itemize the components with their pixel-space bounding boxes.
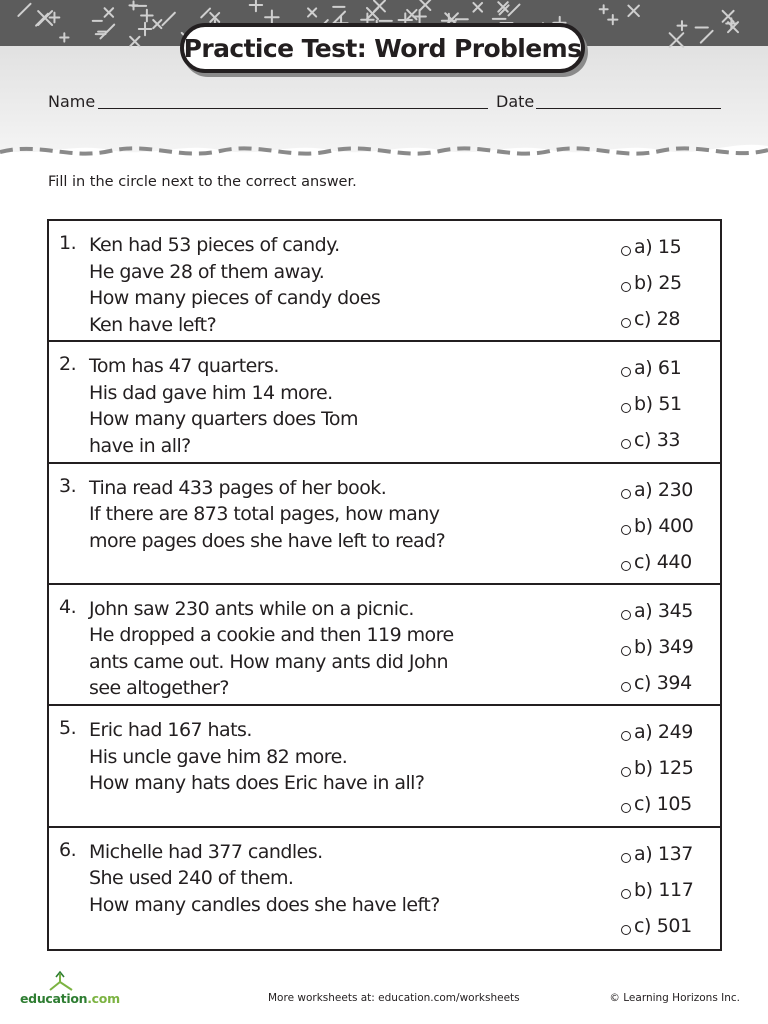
- answer-label: c) 105: [634, 793, 692, 816]
- question-line: His uncle gave him 82 more.: [89, 745, 348, 768]
- answer-bubble[interactable]: [621, 682, 631, 692]
- answer-bubble[interactable]: [621, 561, 631, 571]
- answer-label: c) 440: [634, 550, 692, 573]
- answer-label: c) 501: [634, 914, 692, 937]
- answer-label: b) 400: [634, 514, 694, 537]
- question-text: [89, 475, 445, 555]
- question-number: 5.: [59, 717, 77, 740]
- name-field[interactable]: [98, 108, 488, 109]
- question-text: [89, 232, 380, 338]
- answer-label: c) 33: [634, 429, 681, 452]
- date-label: Date: [496, 92, 535, 111]
- answer-bubble[interactable]: [621, 318, 631, 328]
- answer-bubble[interactable]: [621, 767, 631, 777]
- answer-bubble[interactable]: [621, 853, 631, 863]
- logo-text-main: education: [20, 991, 88, 1006]
- footer-more-worksheets: More worksheets at: education.com/worksheets: [268, 992, 520, 1004]
- instructions: Fill in the circle next to the correct answer.: [48, 174, 357, 190]
- footer-copyright: © Learning Horizons Inc.: [609, 992, 740, 1004]
- answer-label: a) 249: [634, 721, 693, 744]
- answer-option[interactable]: [621, 665, 693, 701]
- answer-label: a) 230: [634, 478, 693, 501]
- question-line: He gave 28 of them away.: [89, 260, 325, 283]
- answer-option[interactable]: [621, 836, 693, 872]
- answer-choices: [621, 472, 693, 580]
- answer-label: b) 25: [634, 272, 682, 294]
- question-line: How many quarters does Tom: [89, 408, 358, 431]
- answer-option[interactable]: [621, 229, 682, 265]
- question-row: [49, 585, 720, 706]
- question-line: Tom has 47 quarters.: [89, 355, 279, 378]
- answer-label: b) 125: [634, 757, 694, 780]
- answer-choices: [621, 350, 682, 458]
- answer-option[interactable]: [621, 593, 693, 629]
- answer-option[interactable]: [621, 872, 693, 908]
- question-number: 3.: [59, 474, 77, 497]
- question-line: Tina read 433 pages of her book.: [89, 476, 387, 499]
- answer-label: a) 345: [634, 599, 693, 622]
- question-line: She used 240 of them.: [89, 867, 294, 890]
- answer-bubble[interactable]: [621, 610, 631, 620]
- question-row: [49, 221, 720, 342]
- logo-text-suffix: .com: [87, 991, 120, 1006]
- answer-option[interactable]: [621, 508, 693, 544]
- question-line: Eric had 167 hats.: [89, 719, 252, 742]
- question-row: [49, 464, 720, 585]
- question-line: How many candles does she have left?: [89, 893, 440, 916]
- question-row: [49, 828, 720, 949]
- answer-label: a) 61: [634, 357, 682, 380]
- answer-option[interactable]: [621, 629, 693, 665]
- answer-label: c) 394: [634, 671, 692, 694]
- answer-label: b) 117: [634, 878, 694, 901]
- answer-label: b) 349: [634, 635, 694, 658]
- title-banner: [180, 23, 585, 73]
- answer-label: b) 51: [634, 393, 682, 416]
- answer-bubble[interactable]: [621, 731, 631, 741]
- question-line: more pages does she have left to read?: [89, 529, 446, 552]
- footer-logo-text: [20, 991, 120, 1006]
- question-text: [89, 717, 424, 797]
- answer-bubble[interactable]: [621, 282, 631, 292]
- answer-bubble[interactable]: [621, 925, 631, 935]
- question-line: Ken have left?: [89, 313, 217, 336]
- question-line: see altogether?: [89, 677, 229, 700]
- name-label: Name: [48, 92, 96, 111]
- question-number: 4.: [59, 595, 77, 618]
- question-number: 1.: [59, 232, 77, 254]
- question-row: [49, 342, 720, 463]
- answer-option[interactable]: [621, 301, 682, 337]
- answer-bubble[interactable]: [621, 646, 631, 656]
- question-text: [89, 596, 454, 702]
- answer-bubble[interactable]: [621, 403, 631, 413]
- answer-option[interactable]: [621, 386, 682, 422]
- answer-bubble[interactable]: [621, 246, 631, 256]
- answer-option[interactable]: [621, 544, 693, 580]
- answer-label: c) 28: [634, 308, 681, 330]
- question-number: 2.: [59, 353, 77, 376]
- question-line: His dad gave him 14 more.: [89, 381, 333, 404]
- answer-bubble[interactable]: [621, 803, 631, 813]
- page-title: Practice Test: Word Problems: [183, 33, 582, 63]
- question-text: [89, 839, 440, 919]
- question-line: Ken had 53 pieces of candy.: [89, 234, 340, 256]
- answer-bubble[interactable]: [621, 525, 631, 535]
- answer-bubble[interactable]: [621, 367, 631, 377]
- question-list: [47, 219, 722, 951]
- question-line: How many hats does Eric have in all?: [89, 772, 425, 795]
- answer-option[interactable]: [621, 422, 682, 458]
- answer-label: a) 137: [634, 842, 693, 865]
- answer-option[interactable]: [621, 908, 693, 944]
- question-text: [89, 353, 358, 459]
- answer-label: a) 15: [634, 236, 682, 258]
- answer-bubble[interactable]: [621, 889, 631, 899]
- answer-bubble[interactable]: [621, 439, 631, 449]
- answer-choices: [621, 836, 693, 944]
- question-line: How many pieces of candy does: [89, 287, 381, 309]
- question-row: [49, 706, 720, 827]
- date-field[interactable]: [536, 108, 721, 109]
- question-line: He dropped a cookie and then 119 more: [89, 624, 454, 647]
- answer-option[interactable]: [621, 786, 693, 822]
- question-number: 6.: [59, 838, 77, 861]
- question-line: ants came out. How many ants did John: [89, 650, 449, 673]
- answer-option[interactable]: [621, 750, 693, 786]
- answer-option[interactable]: [621, 714, 693, 750]
- question-line: have in all?: [89, 434, 191, 457]
- question-line: John saw 230 ants while on a picnic.: [89, 597, 414, 620]
- answer-bubble[interactable]: [621, 489, 631, 499]
- question-line: Michelle had 377 candles.: [89, 840, 323, 863]
- answer-choices: [621, 593, 693, 701]
- answer-choices: [621, 229, 682, 337]
- answer-option[interactable]: [621, 472, 693, 508]
- answer-option[interactable]: [621, 350, 682, 386]
- answer-option[interactable]: [621, 265, 682, 301]
- answer-choices: [621, 714, 693, 822]
- question-line: If there are 873 total pages, how many: [89, 503, 440, 526]
